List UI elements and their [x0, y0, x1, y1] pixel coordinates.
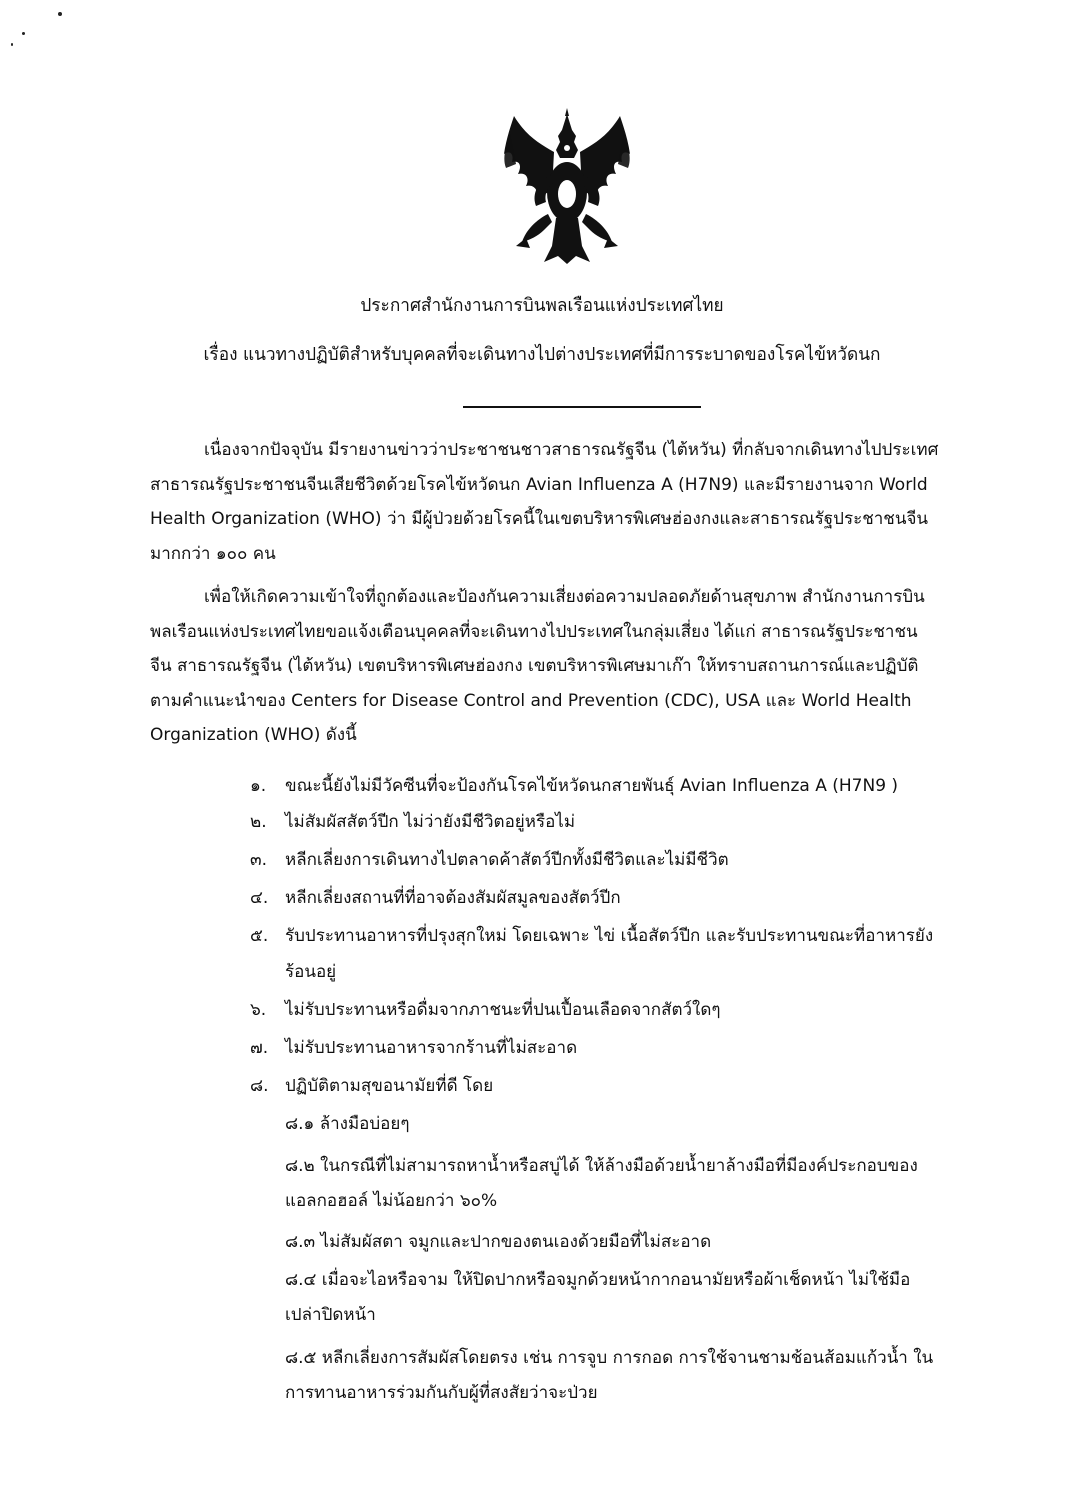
sub-item-text: ๘.๓ ไม่สัมผัสตา จมูกและปากของตนเองด้วยมือที่ไม่สะอาด [285, 1232, 712, 1252]
sub-item-text: การทานอาหารร่วมกันกับผู้ที่สงสัยว่าจะป่วย [285, 1383, 598, 1403]
scan-speck [22, 32, 25, 35]
list-item-text: หลีกเลี่ยงการเดินทางไปตลาดค้าสัตว์ปีกทั้งมีชีวิตและไม่มีชีวิต [285, 850, 729, 870]
sub-item-text: แอลกอฮอล์ ไม่น้อยกว่า ๖๐% [285, 1191, 498, 1211]
list-item-number: ๑. [250, 776, 267, 796]
list-item-number: ๒. [250, 812, 267, 832]
paragraph-line: จีน สาธารณรัฐจีน (ไต้หวัน) เขตบริหารพิเศษฮ่องกง เขตบริหารพิเศษมาเก๊า ให้ทราบสถานการณ์และปฏิบัติ [150, 656, 919, 676]
scan-speck [58, 12, 62, 16]
list-item-text: ไม่สัมผัสสัตว์ปีก ไม่ว่ายังมีชีวิตอยู่หรือไม่ [285, 812, 576, 832]
list-item-number: ๖. [250, 1000, 267, 1020]
list-item-number: ๗. [250, 1038, 269, 1058]
list-item-text: ขณะนี้ยังไม่มีวัคซีนที่จะป้องกันโรคไข้หวัดนกสายพันธุ์ Avian Influenza A (H7N9 ) [285, 776, 899, 796]
announcement-subject: เรื่อง แนวทางปฏิบัติสำหรับบุคคลที่จะเดินทางไปต่างประเทศที่มีการระบาดของโรคไข้หวัดนก [203, 344, 881, 365]
paragraph-line: เพื่อให้เกิดความเข้าใจที่ถูกต้องและป้องกันความเสี่ยงต่อความปลอดภัยด้านสุขภาพ สำนักงานการบิน [204, 587, 925, 607]
paragraph-line: มากกว่า ๑๐๐ คน [150, 543, 276, 564]
list-item-number: ๓. [250, 850, 268, 870]
list-item-text: ไม่รับประทานหรือดื่มจากภาชนะที่ปนเปื้อนเลือดจากสัตว์ใดๆ [285, 1000, 721, 1020]
garuda-emblem-icon [496, 106, 638, 266]
list-item-text: ร้อนอยู่ [285, 962, 337, 982]
sub-item-text: ๘.๔ เมื่อจะไอหรือจาม ให้ปิดปากหรือจมูกด้วยหน้ากากอนามัยหรือผ้าเช็ดหน้า ไม่ใช้มือ [285, 1270, 911, 1290]
paragraph-line: Organization (WHO) ดังนี้ [150, 725, 357, 745]
sub-item-text: ๘.๕ หลีกเลี่ยงการสัมผัสโดยตรง เช่น การจูบ การกอด การใช้จานชามช้อนส้อมแก้วน้ำ ใน [285, 1348, 934, 1368]
scan-speck [11, 43, 13, 46]
sub-item-text: ๘.๑ ล้างมือบ่อยๆ [285, 1114, 410, 1134]
title-divider [463, 406, 701, 408]
list-item-text: ไม่รับประทานอาหารจากร้านที่ไม่สะอาด [285, 1038, 578, 1058]
paragraph-line: เนื่องจากปัจจุบัน มีรายงานข่าวว่าประชาชนชาวสาธารณรัฐจีน (ไต้หวัน) ที่กลับจากเดินทางไปประเทศ [204, 440, 939, 460]
paragraph-line: พลเรือนแห่งประเทศไทยขอแจ้งเตือนบุคคลที่จะเดินทางไปประเทศในกลุ่มเสี่ยง ได้แก่ สาธารณรัฐประชาชน [150, 621, 918, 642]
list-item-text: ปฏิบัติตามสุขอนามัยที่ดี โดย [285, 1076, 494, 1096]
paragraph-line: ตามคำแนะนำของ Centers for Disease Control and Prevention (CDC), USA และ World Health [150, 690, 912, 711]
paragraph-warning [150, 580, 998, 753]
list-item-text: รับประทานอาหารที่ปรุงสุกใหม่ โดยเฉพาะ ไข่ เนื้อสัตว์ปีก และรับประทานขณะที่อาหารยัง [285, 926, 934, 946]
sub-item-text: ๘.๒ ในกรณีที่ไม่สามารถหาน้ำหรือสบู่ได้ ให้ล้างมือด้วยน้ำยาล้างมือที่มีองค์ประกอบของ [285, 1156, 918, 1176]
paragraph-line: Health Organization (WHO) ว่า มีผู้ป่วยด้วยโรคนี้ในเขตบริหารพิเศษฮ่องกงและสาธารณรัฐประชาชนจีน [150, 509, 929, 529]
list-item-number: ๘. [250, 1076, 269, 1096]
paragraph-line: สาธารณรัฐประชาชนจีนเสียชีวิตด้วยโรคไข้หวัดนก Avian Influenza A (H7N9) และมีรายงานจาก World [150, 474, 928, 495]
sub-item-text: เปล่าปิดหน้า [285, 1305, 376, 1325]
list-item-number: ๕. [250, 926, 269, 946]
paragraph-intro [150, 433, 998, 571]
list-item-number: ๔. [250, 888, 269, 908]
announcement-title: ประกาศสำนักงานการบินพลเรือนแห่งประเทศไทย [360, 295, 724, 316]
list-item-text: หลีกเลี่ยงสถานที่ที่อาจต้องสัมผัสมูลของสัตว์ปีก [285, 888, 621, 908]
